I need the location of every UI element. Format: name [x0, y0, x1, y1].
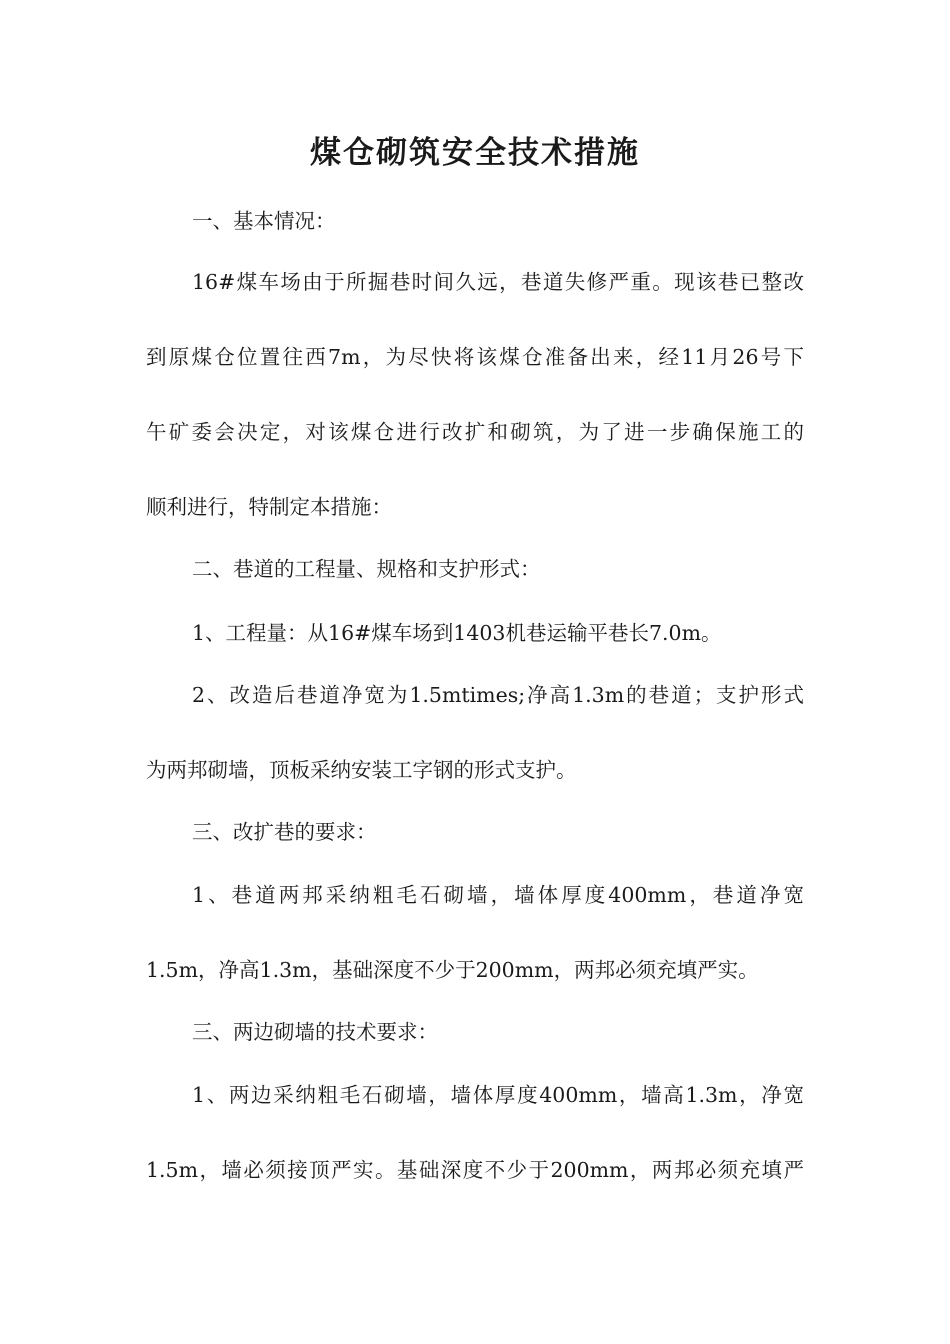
paragraph-line: 午矿委会决定，对该煤仓进行改扩和砌筑，为了进一步确保施工的 [146, 420, 804, 444]
section-heading-basic: 一、基本情况： [192, 209, 336, 233]
paragraph-line: 1.5m，墙必须接顶严实。基础深度不少于200mm，两邦必须充填严 [146, 1158, 804, 1182]
section-heading-walls: 三、两边砌墙的技术要求： [192, 1020, 438, 1044]
section-heading-widening: 三、改扩巷的要求： [192, 820, 377, 844]
paragraph-line: 16#煤车场由于所掘巷时间久远，巷道失修严重。现该巷已整改 [192, 270, 804, 294]
paragraph-line: 1.5m，净高1.3m，基础深度不少于200mm，两邦必须充填严实。 [146, 958, 759, 982]
paragraph-line: 为两邦砌墙，顶板采纳安装工字钢的形式支护。 [146, 758, 577, 782]
paragraph-line: 1、巷道两邦采纳粗毛石砌墙，墙体厚度400mm，巷道净宽 [192, 883, 804, 907]
paragraph-line: 2、改造后巷道净宽为1.5mtimes;净高1.3m的巷道；支护形式 [192, 683, 804, 707]
document-title: 煤仓砌筑安全技术措施 [310, 135, 640, 171]
paragraph-line: 1、两边采纳粗毛石砌墙，墙体厚度400mm，墙高1.3m，净宽 [192, 1083, 804, 1107]
paragraph-line: 到原煤仓位置往西7m，为尽快将该煤仓准备出来，经11月26号下 [146, 345, 804, 369]
paragraph-line: 1、工程量：从16#煤车场到1403机巷运输平巷长7.0m。 [192, 621, 722, 645]
paragraph-line: 顺利进行，特制定本措施： [146, 495, 392, 519]
section-heading-quantities: 二、巷道的工程量、规格和支护形式： [192, 557, 541, 581]
